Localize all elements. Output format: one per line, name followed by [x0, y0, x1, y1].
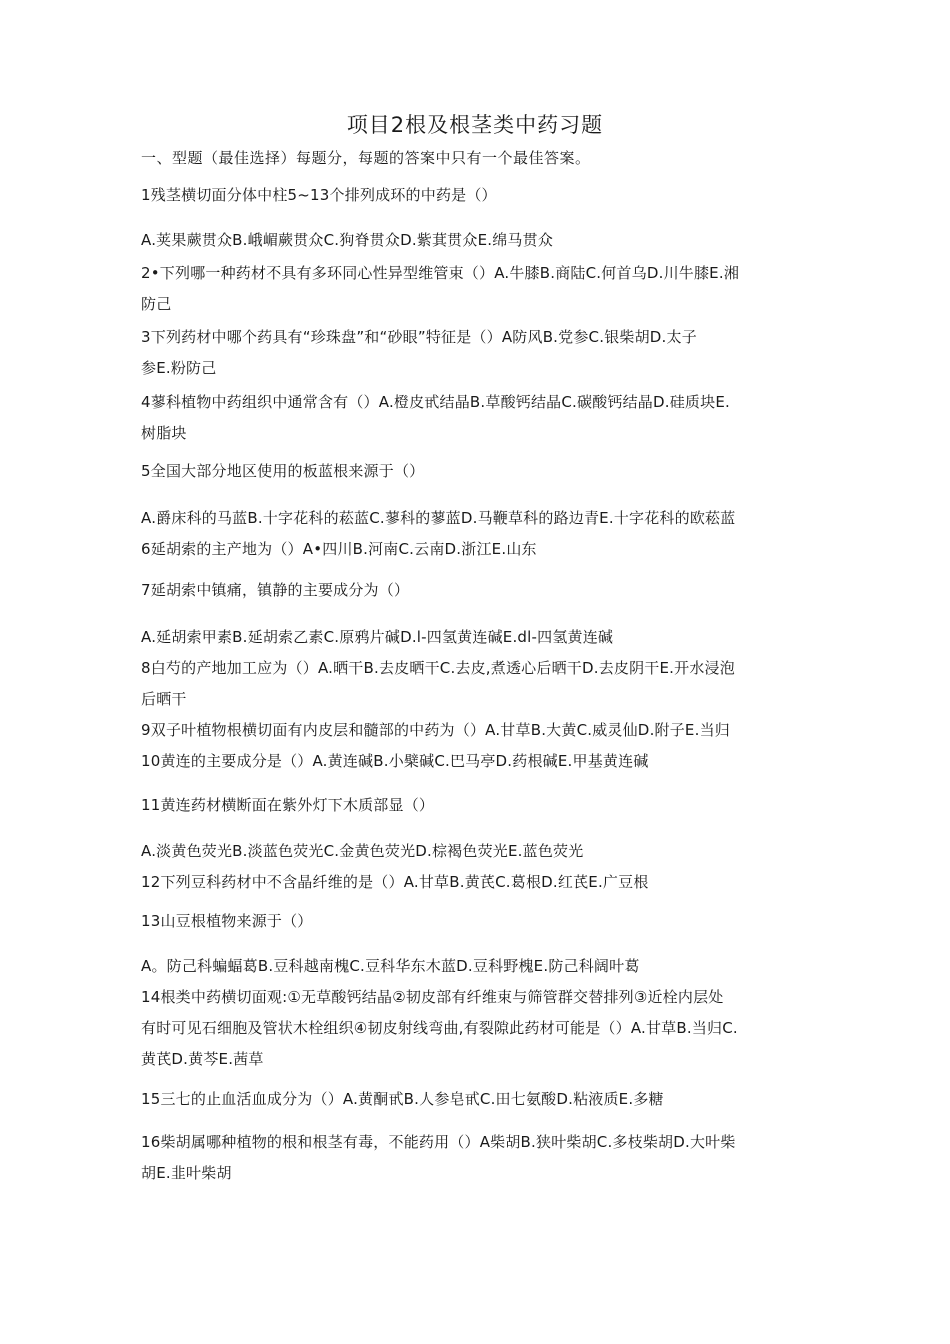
question-line: A。防己科蝙蝠葛B.豆科越南槐C.豆科华东木蓝D.豆科野槐E.防己科阔叶葛: [141, 957, 640, 975]
question-block: [141, 790, 813, 821]
question-line: 15三七的止血活血成分为（）A.黄酮甙B.人参皂甙C.田七氨酸D.粘液质E.多糖: [141, 1090, 664, 1108]
question-line: 胡E.韭叶柴胡: [141, 1164, 232, 1182]
question-block: [141, 225, 813, 256]
question-line: 16柴胡属哪种植物的根和根茎有毒，不能药用（）A柴胡B.狭叶柴胡C.多枝柴胡D.大叶柴: [141, 1133, 736, 1151]
question-block: [141, 951, 813, 1075]
question-line: 有时可见石细胞及管状木栓组织④韧皮射线弯曲,有裂隙此药材可能是（）A.甘草B.当归C.: [141, 1019, 738, 1037]
question-line: 3下列药材中哪个药具有“珍珠盘”和“砂眼”特征是（）A防风B.党参C.银柴胡D.太子: [141, 328, 697, 346]
question-line: 防己: [141, 295, 172, 313]
question-block: [141, 180, 813, 211]
question-line: 9双子叶植物根横切面有内皮层和髓部的中药为（）A.甘草B.大黄C.威灵仙D.附子E.当归: [141, 721, 730, 739]
question-block: [141, 1127, 813, 1189]
question-block: [141, 503, 813, 565]
question-line: 5全国大部分地区使用的板蓝根来源于（）: [141, 462, 425, 480]
question-line: A.爵床科的马蓝B.十字花科的菘蓝C.蓼科的蓼蓝D.马鞭草科的路边青E.十字花科的欧菘蓝: [141, 509, 736, 527]
question-line: 参E.粉防己: [141, 359, 217, 377]
question-line: A.淡黄色荧光B.淡蓝色荧光C.金黄色荧光D.棕褐色荧光E.蓝色荧光: [141, 842, 584, 860]
question-line: A.荚果蕨贯众B.峨嵋蕨贯众C.狗脊贯众D.紫萁贯众E.绵马贯众: [141, 231, 554, 249]
question-block: [141, 575, 813, 606]
question-block: [141, 622, 813, 777]
question-block: [141, 387, 813, 449]
question-line: 后晒干: [141, 690, 187, 708]
question-block: [141, 322, 813, 384]
question-block: [141, 258, 813, 320]
question-line: 10黄连的主要成分是（）A.黄连碱B.小檗碱C.巴马亭D.药根碱E.甲基黄连碱: [141, 752, 649, 770]
question-line: 黄芪D.黄芩E.茜草: [141, 1050, 264, 1068]
question-line: 2•下列哪一种药材不具有多环同心性异型维管束（）A.牛膝B.商陆C.何首乌D.川牛膝E.湘: [141, 264, 740, 282]
question-line: 8白芍的产地加工应为（）A.晒干B.去皮晒干C.去皮,煮透心后晒干D.去皮阴干E.开水浸泡: [141, 659, 735, 677]
question-block: [141, 836, 813, 898]
question-line: 11黄连药材横断面在紫外灯下木质部显（）: [141, 796, 435, 814]
question-line: 树脂块: [141, 424, 187, 442]
question-line: 12下列豆科药材中不含晶纤维的是（）A.甘草B.黄芪C.葛根D.红芪E.广豆根: [141, 873, 649, 891]
question-line: 6延胡索的主产地为（）A•四川B.河南C.云南D.浙江E.山东: [141, 540, 537, 558]
question-line: 7延胡索中镇痛，镇静的主要成分为（）: [141, 581, 410, 599]
section-heading: 一、型题（最佳选择）每题分，每题的答案中只有一个最佳答案。: [141, 149, 591, 167]
question-block: [141, 456, 813, 487]
question-line: 1残茎横切面分体中柱5~13个排列成环的中药是（）: [141, 186, 497, 204]
question-line: 4蓼科植物中药组织中通常含有（）A.橙皮甙结晶B.草酸钙结晶C.碳酸钙结晶D.硅质块E.: [141, 393, 730, 411]
question-line: A.延胡索甲素B.延胡索乙素C.原鸦片碱D.l-四氢黄连碱E.dl-四氢黄连碱: [141, 628, 614, 646]
question-line: 13山豆根植物来源于（）: [141, 912, 313, 930]
question-block: [141, 1084, 813, 1115]
question-block: [141, 906, 813, 937]
question-line: 14根类中药横切面观:①无草酸钙结晶②韧皮部有纤维束与筛管群交替排列③近栓内层处: [141, 988, 724, 1006]
document-title: 项目2根及根茎类中药习题: [346, 113, 604, 137]
